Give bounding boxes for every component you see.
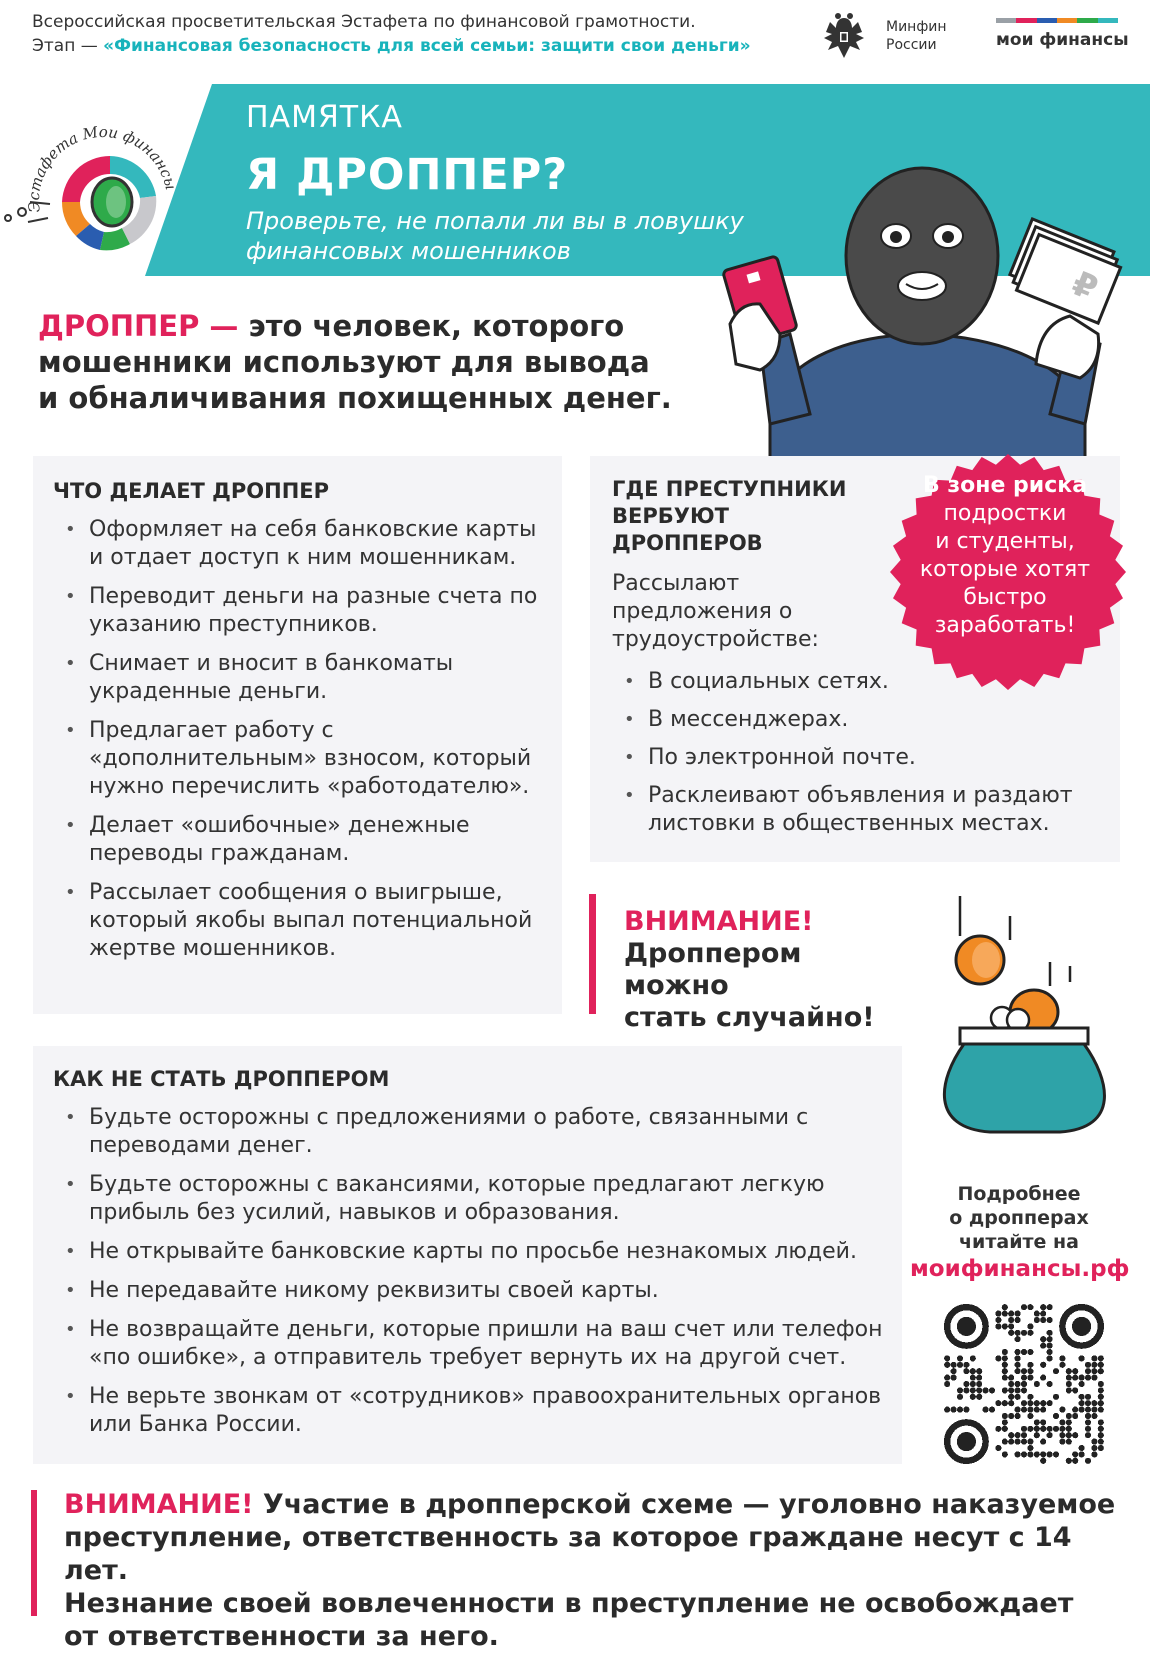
banknote-ruble-symbol: ₽ xyxy=(1066,263,1104,310)
moi-finansy-color-bar xyxy=(996,18,1118,23)
banner-subtitle xyxy=(246,206,806,266)
banner-subtitle-line2: финансовых мошенников xyxy=(246,237,571,265)
recruitment-intro: Рассылают предложения о трудоустройстве: xyxy=(612,571,819,652)
liability-line4: от ответственности за него. xyxy=(64,1621,499,1652)
more-info-line1: Подробнее xyxy=(957,1183,1081,1205)
banner-label: ПАМЯТКА xyxy=(246,100,403,135)
risk-zone-line3: которые хотят xyxy=(919,557,1091,582)
attention-heading: ВНИМАНИЕ! xyxy=(624,906,814,937)
dropper-definition xyxy=(38,308,738,416)
list-item: • Не открывайте банковские карты по просьбе незнакомых людей. xyxy=(53,1238,913,1266)
recruitment-channels-title: ГДЕ ПРЕСТУПНИКИ ВЕРБУЮТ ДРОППЕРОВ xyxy=(612,477,847,555)
criminal-liability-warning xyxy=(64,1488,1134,1653)
list-item: • Не верьте звонкам от «сотрудников» правоохранительных органов или Банка России. xyxy=(53,1383,913,1439)
qr-code[interactable] xyxy=(944,1304,1104,1464)
more-info-text xyxy=(910,1182,1128,1254)
banner-title: Я ДРОППЕР? xyxy=(246,150,569,200)
liability-line2: преступление, ответственность за которое граждане несут с 14 лет. xyxy=(64,1522,1072,1586)
definition-line2: мошенники используют для вывода xyxy=(38,345,650,379)
header-stage-prefix: Этап — xyxy=(32,36,104,56)
definition-term: ДРОППЕР — xyxy=(38,309,239,343)
wallet-coins-illustration xyxy=(930,896,1130,1146)
list-item: • По электронной почте. xyxy=(612,744,1112,772)
logo-arc-text: Эстафета Мои финансы xyxy=(24,122,180,214)
recruitment-channels-list xyxy=(612,668,1112,848)
risk-zone-head: В зоне риска xyxy=(922,473,1088,498)
more-info-line3: читайте на xyxy=(959,1231,1079,1253)
how-not-to-become-title: КАК НЕ СТАТЬ ДРОППЕРОМ xyxy=(53,1067,390,1091)
list-item: • Будьте осторожны с предложениями о работе, связанными с переводами денег. xyxy=(53,1104,913,1160)
list-item: • Оформляет на себя банковские карты и отдает доступ к ним мошенникам. xyxy=(53,516,553,572)
more-info-line2: о дропперах xyxy=(949,1207,1089,1229)
risk-zone-text xyxy=(895,472,1115,640)
list-item: • Расклеивают объявления и раздают листовки в общественных местах. xyxy=(612,782,1112,838)
what-dropper-does-list xyxy=(53,516,553,974)
liability-line3: Незнание своей вовлеченности в преступление не освобождает xyxy=(64,1588,1074,1619)
liability-line1: Участие в дропперской схеме — уголовно наказуемое xyxy=(253,1489,1116,1520)
list-item: • Предлагает работу с «дополнительным» взносом, который нужно перечислить «работодателю». xyxy=(53,717,553,801)
what-dropper-does-title: ЧТО ДЕЛАЕТ ДРОППЕР xyxy=(53,479,330,503)
risk-zone-line2: и студенты, xyxy=(935,529,1075,554)
attention-line1: Дроппером можно xyxy=(624,938,802,1001)
minfin-line1: Минфин xyxy=(886,19,947,35)
how-not-to-become-panel xyxy=(33,1046,902,1464)
list-item: • Не возвращайте деньги, которые пришли на ваш счет или телефон «по ошибке», а отправитель требует вернуть их на другой счет. xyxy=(53,1316,913,1372)
risk-zone-line5: заработать! xyxy=(934,613,1076,638)
moi-finansy-logo: мои финансы xyxy=(996,30,1129,50)
attention-line2: стать случайно! xyxy=(624,1002,875,1033)
definition-line3: и обналичивания похищенных денег. xyxy=(38,381,672,415)
list-item: • Рассылает сообщения о выигрыше, который якобы выпал потенциальной жертве мошенников. xyxy=(53,879,553,963)
estafeta-logo xyxy=(0,94,200,274)
list-item: • Будьте осторожны с вакансиями, которые предлагают легкую прибыль без усилий, навыков и образования. xyxy=(53,1171,913,1227)
list-item: • Снимает и вносит в банкоматы украденные деньги. xyxy=(53,650,553,706)
minfin-line2: России xyxy=(886,37,937,53)
liability-heading: ВНИМАНИЕ! xyxy=(64,1489,254,1520)
header-stage-name: «Финансовая безопасность для всей семьи: защити свои деньги» xyxy=(103,36,751,56)
risk-zone-line4: быстро xyxy=(963,585,1047,610)
attention-message xyxy=(624,938,904,1034)
bottom-attention-bar xyxy=(31,1490,37,1616)
masked-robber-illustration xyxy=(740,164,1120,458)
list-item: • В социальных сетях. xyxy=(612,668,1112,696)
attention-accent-bar xyxy=(589,894,596,1014)
list-item: • Переводит деньги на разные счета по указанию преступников. xyxy=(53,583,553,639)
header-event-title: Всероссийская просветительская Эстафета по финансовой грамотности. xyxy=(32,12,696,32)
how-not-to-become-list xyxy=(53,1104,913,1450)
list-item: • Делает «ошибочные» денежные переводы гражданам. xyxy=(53,812,553,868)
list-item: • Не передавайте никому реквизиты своей карты. xyxy=(53,1277,913,1305)
minfin-label xyxy=(886,18,947,54)
risk-zone-line1: подростки xyxy=(943,501,1067,526)
banner-subtitle-line1: Проверьте, не попали ли вы в ловушку xyxy=(246,207,744,235)
list-item: • В мессенджерах. xyxy=(612,706,1112,734)
header-stage xyxy=(32,36,751,56)
eagle-emblem-icon xyxy=(816,10,872,66)
definition-line1: это человек, которого xyxy=(238,309,625,343)
what-dropper-does-panel xyxy=(33,456,562,1014)
moifinansy-link[interactable]: моифинансы.рф xyxy=(910,1256,1130,1282)
